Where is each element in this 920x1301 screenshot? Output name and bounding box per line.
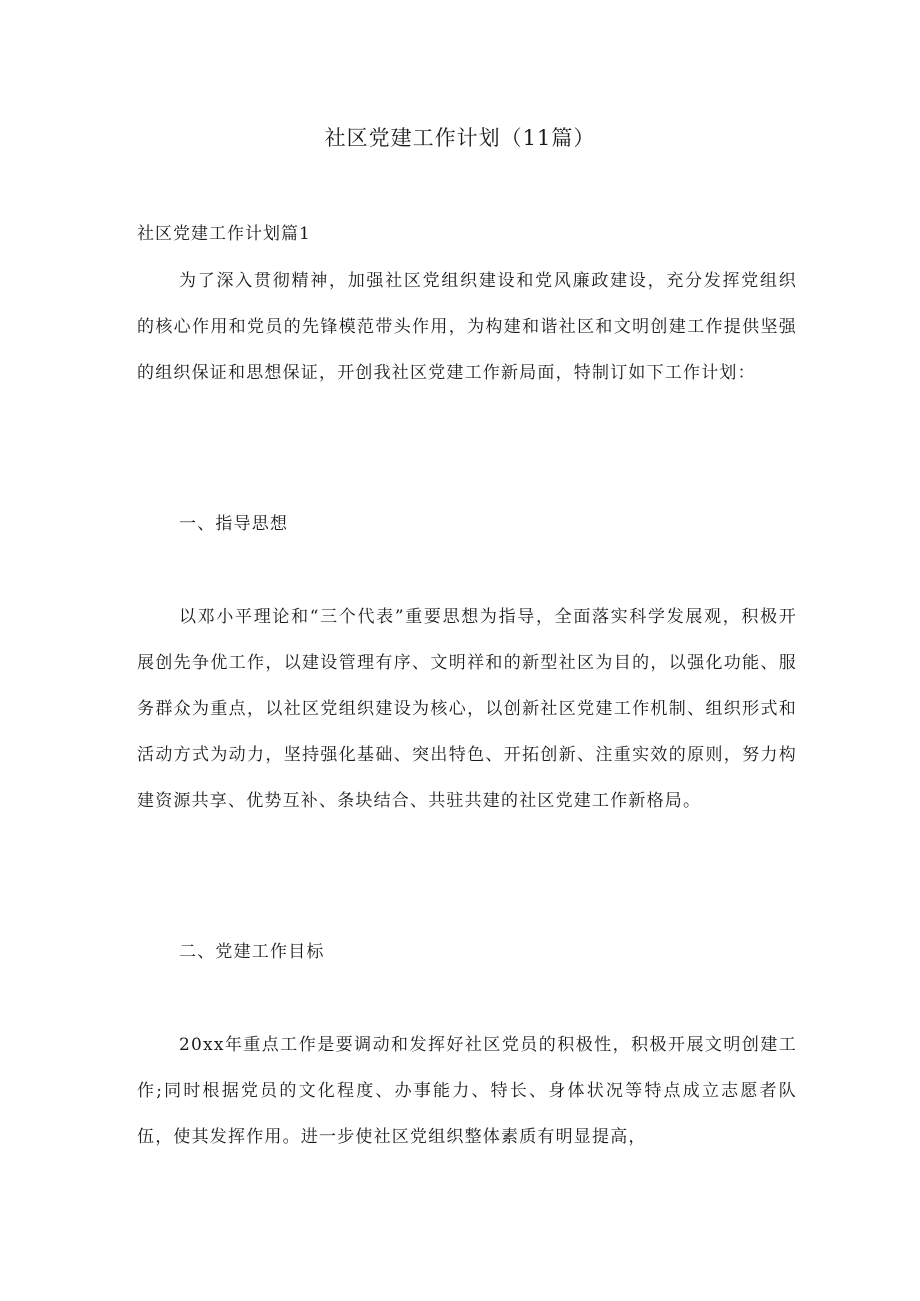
guiding-thought-paragraph: 以邓小平理论和“三个代表”重要思想为指导，全面落实科学发展观，积极开展创先争优工作，以建设管理有序、文明祥和的新型社区为目的，以强化功能、服务群众为重点，以社区党组织建设为核心，以创新社区党建工作机制、组织形式和活动方式为动力，坚持强化基础、突出特色、开拓创新、注重实效的原则，努力构建资源共享、优势互补、条块结合、共驻共建的社区党建工作新格局。 — [137, 607, 797, 811]
work-goals-paragraph: 20xx年重点工作是要调动和发挥好社区党员的积极性，积极开展文明创建工作;同时根据党员的文化程度、办事能力、特长、身体状况等特点成立志愿者队伍，使其发挥作用。进一步使社区党组织整体素质有明显提高， — [137, 1035, 797, 1147]
document-title: 社区党建工作计划（11篇） — [324, 126, 596, 150]
section-heading-guiding-thought: 一、指导思想 — [179, 514, 289, 534]
intro-paragraph: 为了深入贯彻精神，加强社区党组织建设和党风廉政建设，充分发挥党组织的核心作用和党员的先锋模范带头作用，为构建和谐社区和文明创建工作提供坚强的组织保证和思想保证，开创我社区党建工作新局面，特制订如下工作计划： — [137, 271, 797, 383]
plan-subtitle: 社区党建工作计划篇1 — [137, 224, 311, 244]
section-heading-work-goals: 二、党建工作目标 — [179, 942, 325, 962]
